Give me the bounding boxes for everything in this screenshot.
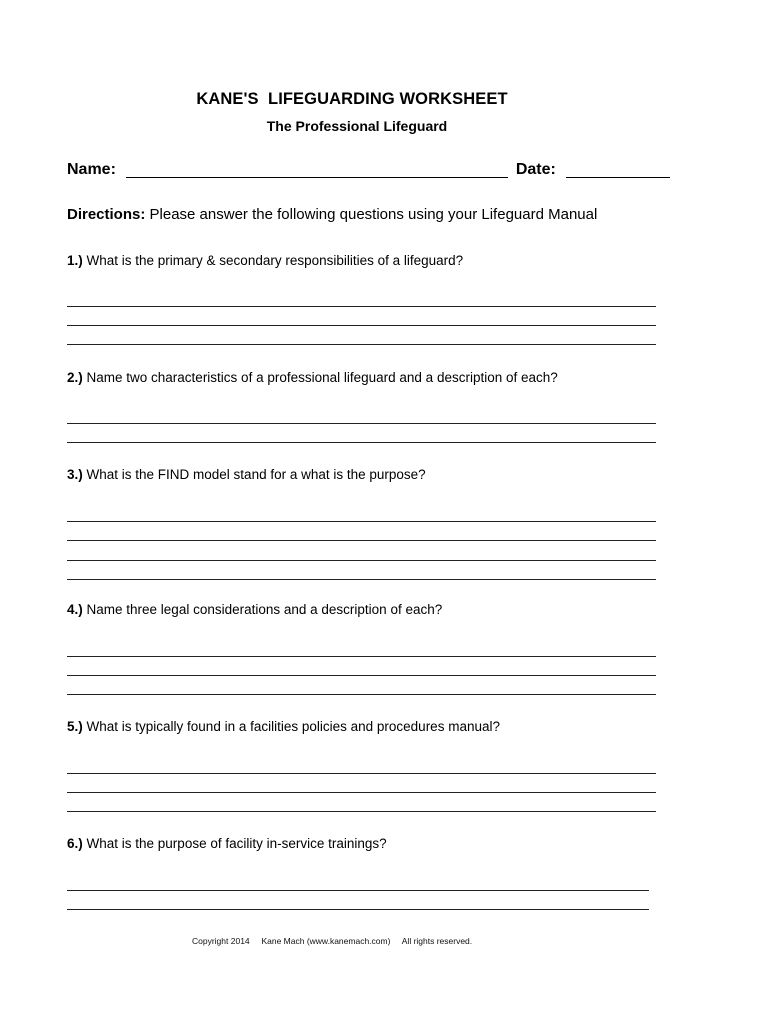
answer-line[interactable] [67,792,656,793]
answer-line[interactable] [67,442,656,443]
directions-label: Directions: [67,206,146,223]
answer-line[interactable] [67,811,656,812]
worksheet-subtitle: The Professional Lifeguard [266,118,448,134]
answer-line[interactable] [67,306,656,307]
question-text: Name two characteristics of a professional lifeguard and a description of each? [82,370,558,385]
question-text: What is the primary & secondary responsibilities of a lifeguard? [82,253,464,268]
answer-line[interactable] [67,579,656,580]
answer-line[interactable] [67,694,656,695]
date-field[interactable] [566,162,670,178]
question-number: 3.) [67,467,83,482]
question-number: 2.) [67,370,83,385]
answer-line[interactable] [67,890,649,891]
answer-line[interactable] [67,675,656,676]
question-text: What is typically found in a facilities policies and procedures manual? [82,719,500,734]
question-text: What is the FIND model stand for a what is the purpose? [82,467,426,482]
question-text: Name three legal considerations and a description of each? [82,602,443,617]
answer-line[interactable] [67,656,656,657]
worksheet-title: KANE'S LIFEGUARDING WORKSHEET [196,90,508,108]
answer-line[interactable] [67,560,656,561]
answer-line[interactable] [67,344,656,345]
date-label: Date: [515,161,556,178]
answer-line[interactable] [67,521,656,522]
question-5 [67,719,500,734]
name-field[interactable] [126,162,508,178]
answer-line[interactable] [67,423,656,424]
question-number: 6.) [67,836,83,851]
answer-line[interactable] [67,540,656,541]
question-text: What is the purpose of facility in-service trainings? [82,836,387,851]
answer-line[interactable] [67,325,656,326]
directions-text: Please answer the following questions using your Lifeguard Manual [145,206,598,223]
question-number: 5.) [67,719,83,734]
question-number: 1.) [67,253,83,268]
answer-line[interactable] [67,773,656,774]
name-label: Name: [67,161,116,178]
question-4 [67,602,442,617]
question-6 [67,836,387,851]
answer-line[interactable] [67,909,649,910]
question-3 [67,467,426,482]
directions [67,206,597,223]
question-2 [67,370,558,385]
name-date-row [67,161,670,179]
question-1 [67,253,463,268]
question-number: 4.) [67,602,83,617]
copyright-footer: Copyright 2014 Kane Mach (www.kanemach.com) All rights reserved. [192,936,473,946]
